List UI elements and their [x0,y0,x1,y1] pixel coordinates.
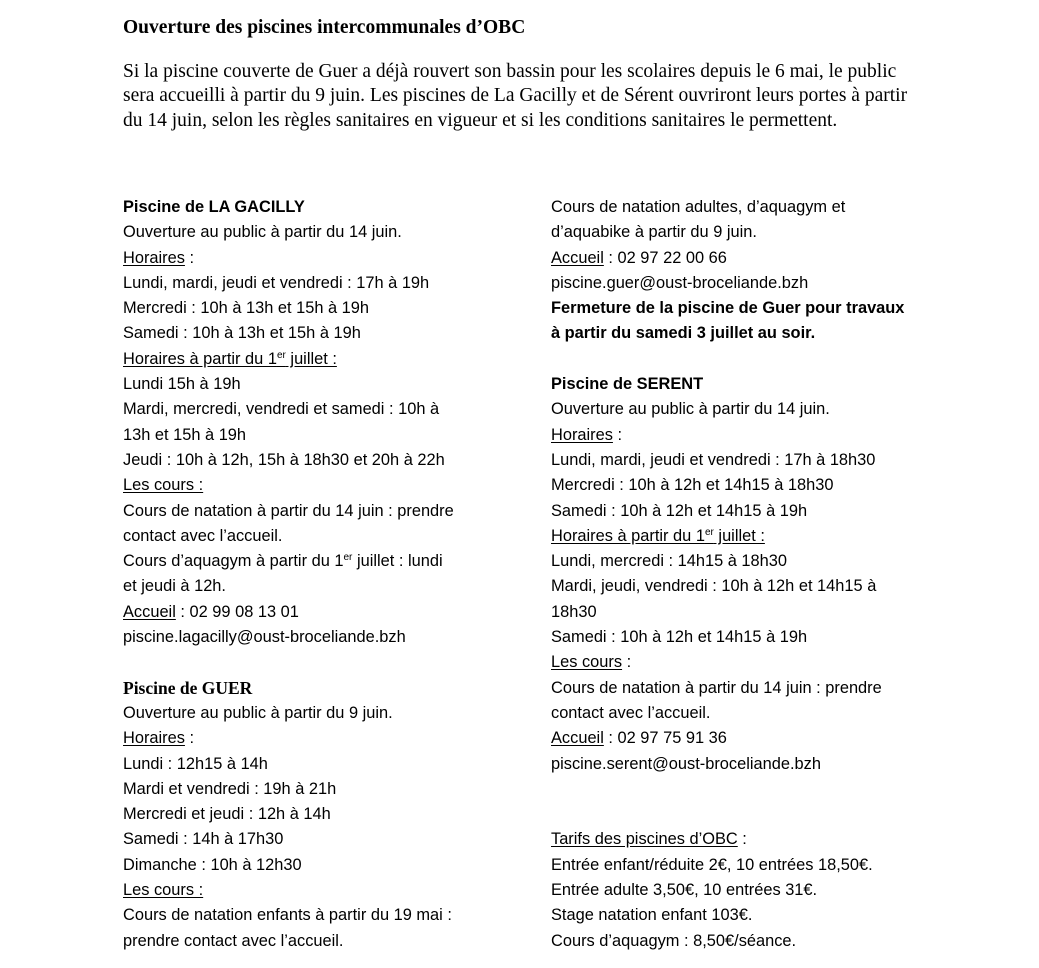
serent-course-line: contact avec l’accueil. [551,703,711,722]
tarif-item: Entrée enfant/réduite 2€, 10 entrées 18,50€. [551,855,873,874]
article-title: Ouverture des piscines intercommunales d’OBC [123,17,526,38]
guer-hours-line: Mardi et vendredi : 19h à 21h [123,779,337,798]
serent-july-label [551,524,931,549]
guer-phone: : 02 97 22 00 66 [603,248,727,267]
ordinal-sup: er [704,526,714,538]
guer-accueil-label: Accueil [551,248,604,267]
serent-opening: Ouverture au public à partir du 14 juin. [551,400,830,419]
guer-hours-line: Samedi : 14h à 17h30 [123,830,284,849]
la-gacilly-hours-line: Samedi : 10h à 13h et 15h à 19h [123,324,361,343]
guer-heading: Piscine de GUER [123,677,253,698]
left-column [123,195,503,954]
la-gacilly-hours-label-line [123,246,503,271]
tarif-item: Cours d’aquagym : 8,50€/séance. [551,931,797,950]
tarifs-label-line [551,827,931,852]
guer-hours-label: Horaires [123,729,185,748]
serent-hours-label: Horaires [551,425,613,444]
la-gacilly-hours-line: Lundi, mardi, jeudi et vendredi : 17h à 19h [123,273,430,292]
serent-hours-line: Samedi : 10h à 12h et 14h15 à 19h [551,501,808,520]
la-gacilly-course-line: contact avec l’accueil. [123,526,283,545]
serent-course-line: Cours de natation à partir du 14 juin : prendre [551,678,882,697]
serent-july-line: 18h30 [551,602,597,621]
spacer [123,650,503,675]
serent-hours-label-line [551,423,931,448]
serent-july-line: Mardi, jeudi, vendredi : 10h à 12h et 14h15 à [551,577,877,596]
label-colon: : [184,248,195,267]
intro-paragraph: Si la piscine couverte de Guer a déjà rouvert son bassin pour les scolaires depuis le 6 mai, le public sera accueilli à partir du 9 juin. Les piscines de La Gacilly et de Sérent ouvriront leurs portes à partir du 14 juin, selon les règles sanitaires en vigueur et si les conditions sanitaires le permettent. [123,61,908,131]
july-label-text: juillet : [285,349,337,368]
guer-course-line: Cours de natation enfants à partir du 19 mai : [123,906,452,925]
guer-courses-label: Les cours : [123,881,204,900]
section-guer [123,676,503,954]
spacer [551,347,931,372]
ordinal-sup: er [343,552,353,564]
serent-email-link[interactable]: piscine.serent@oust-broceliande.bzh [551,754,821,773]
tarifs-label: Tarifs des piscines d’OBC [551,830,738,849]
la-gacilly-heading: Piscine de LA GACILLY [123,198,305,216]
guer-hours-line: Dimanche : 10h à 12h30 [123,855,302,874]
serent-july-line: Lundi, mercredi : 14h15 à 18h30 [551,552,788,571]
serent-phone: : 02 97 75 91 36 [603,729,727,748]
la-gacilly-email-link[interactable]: piscine.lagacilly@oust-broceliande.bzh [123,628,406,647]
guer-closure-notice: à partir du samedi 3 juillet au soir. [551,324,816,343]
guer-hours-line: Mercredi et jeudi : 12h à 14h [123,805,331,824]
guer-hours-line: Lundi : 12h15 à 14h [123,754,268,773]
section-serent [551,372,931,777]
label-colon: : [184,729,195,748]
spacer [551,802,931,827]
la-gacilly-course-line: Cours de natation à partir du 14 juin : prendre [123,501,454,520]
la-gacilly-aquagym-line [123,549,503,574]
guer-hours-label-line [123,726,503,751]
label-colon: : [622,653,632,672]
july-label-text: Horaires à partir du 1 [551,526,705,545]
right-column [551,195,931,954]
la-gacilly-july-line: Mardi, mercredi, vendredi et samedi : 10h à [123,400,440,419]
aquagym-text: Cours d’aquagym à partir du 1 [123,552,344,571]
la-gacilly-courses-label: Les cours : [123,476,204,495]
guer-course-line: Cours de natation adultes, d’aquagym et [551,198,846,216]
la-gacilly-phone: : 02 99 08 13 01 [175,602,299,621]
aquagym-text: juillet : lundi [352,552,443,571]
la-gacilly-july-line: 13h et 15h à 19h [123,425,247,444]
guer-course-line: prendre contact avec l’accueil. [123,931,344,950]
july-label-text: Horaires à partir du 1 [123,349,277,368]
guer-closure-notice: Fermeture de la piscine de Guer pour travaux [551,299,905,318]
ordinal-sup: er [276,349,286,361]
section-tarifs [551,827,931,953]
la-gacilly-opening: Ouverture au public à partir du 14 juin. [123,223,402,242]
la-gacilly-july-line: Lundi 15h à 19h [123,375,241,394]
guer-accueil-line [551,246,931,271]
july-label-text: juillet : [713,526,765,545]
tarif-item: Stage natation enfant 103€. [551,906,753,925]
serent-hours-line: Mercredi : 10h à 12h et 14h15 à 18h30 [551,476,834,495]
section-la-gacilly [123,195,503,650]
serent-courses-label: Les cours [551,653,623,672]
section-guer-continued [551,195,931,347]
label-colon: : [612,425,623,444]
la-gacilly-aquagym-line2: et jeudi à 12h. [123,577,226,596]
serent-accueil-line [551,726,931,751]
la-gacilly-accueil-line [123,600,503,625]
serent-hours-line: Lundi, mardi, jeudi et vendredi : 17h à 18h30 [551,450,876,469]
la-gacilly-july-label [123,347,503,372]
la-gacilly-accueil-label: Accueil [123,602,176,621]
serent-heading: Piscine de SERENT [551,375,704,394]
label-colon: : [737,830,747,849]
serent-accueil-label: Accueil [551,729,604,748]
guer-course-line: d’aquabike à partir du 9 juin. [551,223,757,242]
la-gacilly-hours-label: Horaires [123,248,185,267]
tarif-item: Entrée adulte 3,50€, 10 entrées 31€. [551,881,818,900]
serent-july-line: Samedi : 10h à 12h et 14h15 à 19h [551,628,808,647]
serent-courses-label-line [551,650,931,675]
la-gacilly-hours-line: Mercredi : 10h à 13h et 15h à 19h [123,299,370,318]
spacer [551,777,931,802]
guer-email-link[interactable]: piscine.guer@oust-broceliande.bzh [551,273,809,292]
la-gacilly-july-line: Jeudi : 10h à 12h, 15h à 18h30 et 20h à 22h [123,450,445,469]
guer-opening: Ouverture au public à partir du 9 juin. [123,703,393,722]
